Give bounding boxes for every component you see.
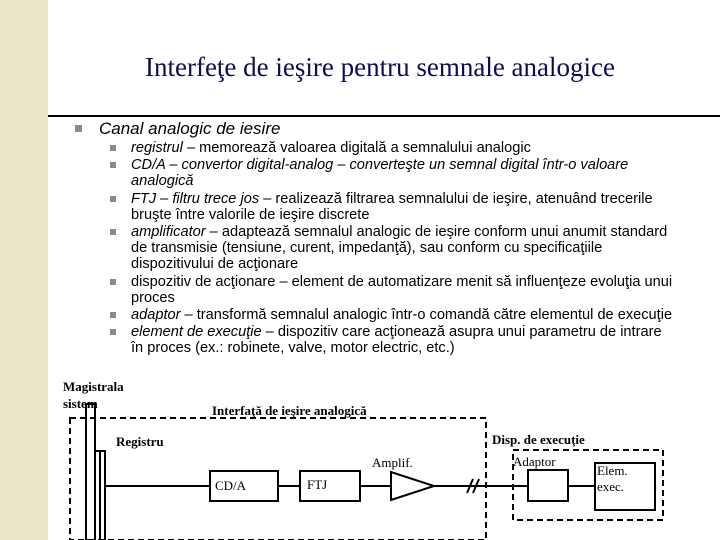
list-item: amplificator – adaptează semnalul analogic de ieşire conform unui anumit standard de transmisie (tensiune, curent, impedanţă), sau conform cu specificaţiile dispozitivului de acţionare bbox=[131, 224, 676, 273]
list-item: element de execuţie – dispozitiv care acţionează asupra unui parametru de intrare în proces (ex.: robinete, valve, motor electric, etc.) bbox=[131, 324, 676, 356]
elem-exec-label: Elem. exec. bbox=[597, 463, 628, 494]
list-item: adaptor – transformă semnalul analogic într-o comandă către elementul de execuţie bbox=[131, 307, 676, 323]
cda-label: CD/A bbox=[215, 478, 247, 493]
adaptor-label: Adaptor bbox=[513, 454, 556, 469]
list-item: FTJ – filtru trece jos – realizează filtrarea semnalului de ieşire, atenuând trecerile bruşte între valorile de ieşire discrete bbox=[131, 191, 676, 223]
amplif-label: Amplif. bbox=[372, 455, 413, 470]
list-item: dispozitiv de acţionare – element de automatizare menit să influenţeze evoluţia unui proces bbox=[131, 274, 676, 306]
ftj-label: FTJ bbox=[307, 477, 328, 492]
registru-block bbox=[100, 451, 105, 540]
interface-label: Interfaţă de ieşire analogică bbox=[212, 403, 367, 418]
system-bus-bar bbox=[86, 404, 95, 540]
registru-label: Registru bbox=[116, 434, 164, 449]
list-item: CD/A – convertor digital-analog – converteşte un semnal digital într-o valoare analogică bbox=[131, 157, 676, 189]
exec-device-label: Disp. de execuţie bbox=[492, 432, 585, 447]
adaptor-block bbox=[528, 470, 568, 501]
amplifier-triangle-icon bbox=[391, 472, 434, 500]
bus-label: Magistrala sistem bbox=[63, 379, 124, 411]
slide-title: Interfeţe de ieşire pentru semnale analogice bbox=[144, 52, 615, 82]
list-item: registrul – memorează valoarea digitală a semnalului analogic bbox=[131, 140, 676, 156]
main-bullet-text: Canal analogic de iesire bbox=[99, 119, 281, 138]
